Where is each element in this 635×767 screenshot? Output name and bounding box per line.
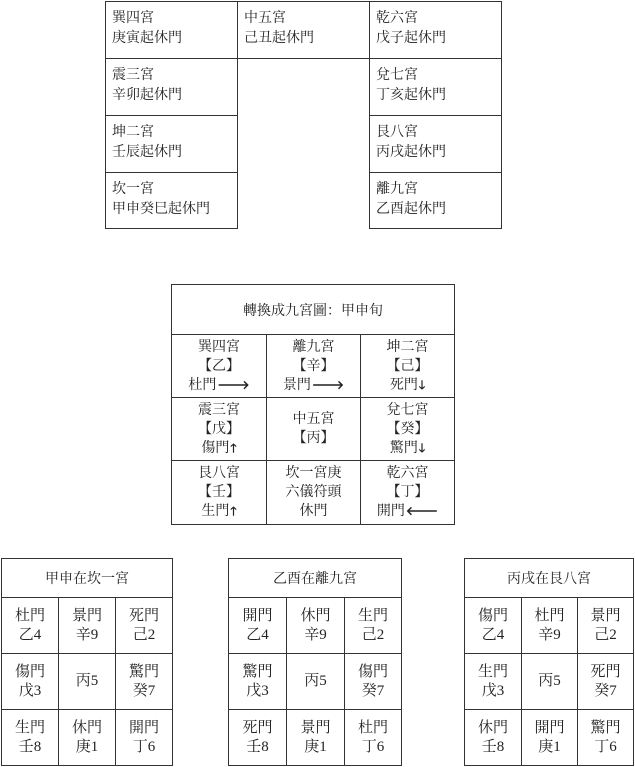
door-line (390, 439, 425, 458)
stem: 丁6 (594, 738, 617, 755)
grid-cell (228, 597, 287, 654)
palace-name: 中五宮 (292, 411, 335, 427)
stem: 壬8 (481, 738, 505, 755)
stem: 乙4 (18, 626, 42, 643)
door: 休門 (300, 607, 331, 624)
grid-cell (58, 597, 116, 654)
stem: 己2 (132, 626, 156, 643)
palace-name: 巽四宮 (112, 10, 154, 26)
stem: 【丁】 (386, 484, 429, 500)
stem: 癸7 (361, 682, 385, 699)
palace-name: 兌七宮 (386, 401, 429, 418)
palace-text: 己丑起休門 (244, 30, 314, 46)
door-line (283, 376, 344, 395)
stem: 戊3 (246, 682, 269, 699)
stem: 【癸】 (386, 420, 429, 437)
door-line (201, 439, 236, 458)
top-cell-qian6 (369, 1, 502, 59)
grid-cell (286, 709, 345, 766)
stem: 辛9 (304, 626, 327, 643)
arrow-up-icon: 🡑 (230, 440, 237, 455)
grid-cell (286, 597, 345, 654)
stem: 戊3 (18, 682, 42, 699)
door: 死門 (242, 719, 273, 736)
door: 開門 (242, 607, 273, 624)
stem: 壬8 (18, 738, 42, 755)
door: 驚門 (590, 719, 621, 736)
arrow-down-icon: 🡓 (418, 377, 426, 392)
palace-name: 離九宮 (376, 181, 418, 197)
door: 景門 (282, 376, 311, 393)
door: 死門 (128, 607, 159, 624)
palace-name: 坤二宮 (386, 338, 429, 355)
door: 景門 (590, 607, 621, 624)
grid-cell (228, 653, 287, 710)
stem: 丁6 (361, 738, 385, 755)
grid-title-text: 甲申在坎一宮 (45, 571, 129, 587)
grid-cell (115, 653, 173, 710)
door: 休門 (71, 719, 102, 736)
top-cell-gen8 (369, 115, 502, 173)
palace-text: 丙戌起休門 (376, 144, 446, 160)
stem: 己2 (594, 626, 617, 643)
mid-cell-kan1 (266, 460, 361, 525)
palace-text: 乙酉起休門 (376, 201, 446, 217)
top-cell-dui7 (369, 58, 502, 116)
mid-cell-xun4 (171, 334, 267, 398)
stem: 庚1 (538, 738, 561, 755)
door: 休門 (477, 719, 508, 736)
mid-cell-li9 (266, 334, 361, 398)
door: 生門 (357, 607, 388, 624)
door: 死門 (590, 663, 621, 680)
stem: 丙5 (75, 673, 99, 689)
palace-text: 丁亥起休門 (376, 87, 446, 103)
stem: 【辛】 (292, 357, 335, 374)
grid-cell (228, 709, 287, 766)
grid-cell (344, 653, 402, 710)
palace-name: 乾六宮 (386, 465, 429, 481)
top-cell-li9 (369, 172, 502, 229)
door: 傷門 (357, 663, 388, 680)
door: 驚門 (128, 663, 159, 680)
door: 傷門 (14, 663, 45, 680)
door: 杜門 (188, 376, 217, 393)
door: 死門 (389, 376, 418, 393)
palace-name: 中五宮 (244, 10, 286, 26)
arrow-right-icon: 🡒 (311, 377, 345, 392)
door: 開門 (128, 719, 159, 736)
mid-cell-kun2 (360, 334, 455, 398)
door: 杜門 (534, 607, 565, 624)
grid-cell (577, 597, 634, 654)
grid-cell-center (58, 653, 116, 710)
palace-name: 兌七宮 (376, 67, 418, 83)
palace-text: 庚寅起休門 (112, 30, 182, 46)
grid-cell (464, 597, 522, 654)
grid-cell (521, 709, 578, 766)
door-line (188, 376, 249, 395)
arrow-left-icon: 🡐 (405, 504, 439, 518)
palace-text: 壬辰起休門 (112, 144, 182, 160)
stem: 戊3 (481, 682, 505, 699)
stem: 【己】 (386, 357, 429, 374)
stem: 丁6 (132, 738, 156, 755)
door: 景門 (71, 607, 102, 624)
stem: 辛9 (75, 626, 99, 643)
stem: 辛9 (538, 626, 561, 643)
grid-cell (464, 653, 522, 710)
palace-name: 離九宮 (292, 338, 335, 355)
door-line (201, 502, 236, 521)
door: 杜門 (357, 719, 388, 736)
grid-title (228, 558, 402, 598)
grid-cell (344, 597, 402, 654)
stem: 【乙】 (198, 357, 240, 374)
palace-name: 艮八宮 (376, 124, 418, 140)
palace-name: 巽四宮 (198, 338, 240, 355)
grid-cell (521, 597, 578, 654)
stem: 壬8 (246, 738, 269, 755)
grid-cell-center (286, 653, 345, 710)
mid-cell-zhen3 (171, 397, 267, 461)
mid-cell-gen8 (171, 460, 267, 525)
palace-name: 震三宮 (198, 401, 240, 418)
door: 傷門 (477, 607, 508, 624)
door: 景門 (300, 719, 331, 736)
palace-name: 乾六宮 (376, 10, 418, 26)
grid-cell (1, 709, 59, 766)
door: 生門 (201, 503, 230, 519)
stem: 丙5 (304, 673, 327, 689)
palace-name: 坎一宮庚 (285, 465, 342, 481)
grid-cell (464, 709, 522, 766)
grid-title-text: 轉換成九宮圖：甲申旬 (243, 302, 383, 319)
grid-title-text: 丙戌在艮八宮 (507, 571, 591, 587)
grid-cell (115, 597, 173, 654)
door-line (377, 502, 438, 521)
grid-cell (1, 653, 59, 710)
door: 杜門 (14, 607, 45, 624)
stem: 六儀符頭 (285, 484, 342, 500)
stem: 庚1 (304, 738, 327, 755)
top-cell-xun4 (105, 1, 238, 59)
mid-cell-dui7 (360, 397, 455, 461)
door: 驚門 (389, 439, 418, 456)
grid-cell (577, 709, 634, 766)
stem: 【壬】 (198, 484, 240, 500)
door: 開門 (534, 719, 565, 736)
mid-cell-zhong5 (266, 397, 361, 461)
palace-name: 坤二宮 (112, 124, 154, 140)
arrow-up-icon: 🡑 (230, 504, 237, 518)
palace-name: 震三宮 (112, 67, 154, 83)
grid-title (171, 284, 455, 335)
door: 生門 (477, 663, 508, 680)
door: 驚門 (242, 663, 273, 680)
stem: 乙4 (481, 626, 505, 643)
stem: 庚1 (75, 738, 99, 755)
grid-title (464, 558, 634, 598)
grid-cell (1, 597, 59, 654)
top-cell-kun2 (105, 115, 238, 173)
grid-title (1, 558, 173, 598)
palace-name: 坎一宮 (112, 181, 154, 197)
palace-name: 艮八宮 (198, 465, 240, 481)
grid-cell (58, 709, 116, 766)
door: 開門 (376, 503, 405, 519)
door: 休門 (299, 503, 328, 519)
arrow-down-icon: 🡓 (418, 440, 426, 455)
palace-text: 甲申癸巳起休門 (112, 201, 210, 217)
palace-text: 辛卯起休門 (112, 87, 182, 103)
stem: 己2 (361, 626, 385, 643)
top-cell-zhen3 (105, 58, 238, 116)
stem: 【戊】 (198, 420, 240, 437)
arrow-right-icon: 🡒 (217, 377, 250, 392)
grid-title-text: 乙酉在離九宮 (273, 571, 357, 587)
door: 傷門 (201, 439, 230, 456)
grid-cell (115, 709, 173, 766)
grid-cell-center (521, 653, 578, 710)
mid-cell-qian6 (360, 460, 455, 525)
palace-text: 戊子起休門 (376, 30, 446, 46)
top-cell-kan1 (105, 172, 238, 229)
door-line (390, 376, 425, 395)
door: 生門 (14, 719, 45, 736)
stem: 癸7 (594, 682, 617, 699)
grid-cell (577, 653, 634, 710)
stem: 【丙】 (292, 430, 335, 446)
stem: 丙5 (538, 673, 561, 689)
grid-cell (344, 709, 402, 766)
top-cell-zhong5 (237, 1, 370, 59)
stem: 癸7 (132, 682, 156, 699)
stem: 乙4 (246, 626, 269, 643)
